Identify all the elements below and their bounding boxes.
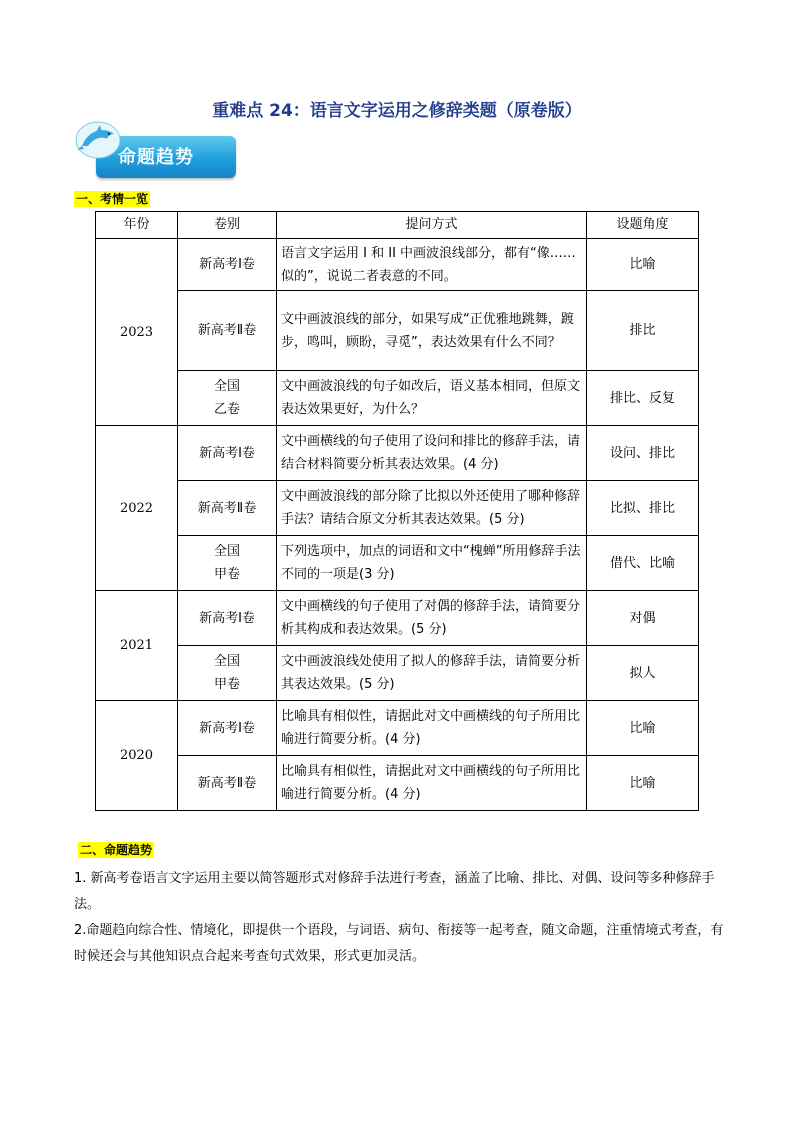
dolphin-icon (74, 120, 122, 160)
question-cell: 比喻具有相似性，请据此对文中画横线的句子所用比喻进行简要分析。(4 分) (277, 701, 587, 756)
table-row (96, 481, 699, 536)
header-paper: 卷别 (178, 212, 277, 239)
table-row (96, 426, 699, 481)
paper-cell: 新高考Ⅱ卷 (178, 756, 277, 811)
question-cell: 文中画波浪线的部分除了比拟以外还使用了哪种修辞手法？请结合原文分析其表达效果。(5 分) (277, 481, 587, 536)
header-year: 年份 (96, 212, 178, 239)
question-cell: 文中画横线的句子使用了对偶的修辞手法，请简要分析其构成和表达效果。(5 分) (277, 591, 587, 646)
banner-label: 命题趋势 (118, 147, 194, 168)
header-question: 提问方式 (277, 212, 587, 239)
angle-cell: 比喻 (587, 756, 699, 811)
year-cell: 2020 (96, 701, 178, 811)
question-cell: 下列选项中，加点的词语和文中“槐蝉”所用修辞手法不同的一项是(3 分) (277, 536, 587, 591)
paper-cell: 全国 乙卷 (178, 371, 277, 426)
question-cell: 比喻具有相似性，请据此对文中画横线的句子所用比喻进行简要分析。(4 分) (277, 756, 587, 811)
table-header-row (96, 212, 699, 239)
page-title: 重难点 24：语言文字运用之修辞类题（原卷版） (212, 101, 582, 121)
question-cell: 文中画波浪线处使用了拟人的修辞手法，请简要分析其表达效果。(5 分) (277, 646, 587, 701)
paper-cell: 新高考Ⅱ卷 (178, 481, 277, 536)
angle-cell: 比喻 (587, 701, 699, 756)
question-cell: 文中画横线的句子使用了设问和排比的修辞手法，请结合材料简要分析其表达效果。(4 分) (277, 426, 587, 481)
table-row (96, 536, 699, 591)
paper-cell: 全国 甲卷 (178, 646, 277, 701)
angle-cell: 排比 (587, 291, 699, 371)
angle-cell: 排比、反复 (587, 371, 699, 426)
table-body (96, 239, 699, 811)
angle-cell: 设问、排比 (587, 426, 699, 481)
angle-cell: 比喻 (587, 239, 699, 291)
angle-cell: 借代、比喻 (587, 536, 699, 591)
table-row (96, 756, 699, 811)
trend-paragraph-2: 2.命题趋向综合性、情境化，即提供一个语段，与词语、病句、衔接等一起考查，随文命题，注重情境式考查，有时候还会与其他知识点合起来考查句式效果，形式更加灵活。 (74, 923, 724, 964)
paper-cell: 新高考Ⅰ卷 (178, 701, 277, 756)
table-row (96, 291, 699, 371)
question-cell: 语言文字运用 I 和 II 中画波浪线部分，都有“像……似的”，说说二者表意的不同。 (277, 239, 587, 291)
paper-cell: 新高考Ⅰ卷 (178, 426, 277, 481)
paper-cell: 新高考Ⅱ卷 (178, 291, 277, 371)
table-row (96, 371, 699, 426)
paper-cell: 新高考Ⅰ卷 (178, 239, 277, 291)
table-row (96, 701, 699, 756)
angle-cell: 比拟、排比 (587, 481, 699, 536)
angle-cell: 对偶 (587, 591, 699, 646)
question-cell: 文中画波浪线的部分，如果写成“正优雅地跳舞，踱步，鸣叫，顾盼，寻觅”，表达效果有什么不同？ (277, 291, 587, 371)
question-cell: 文中画波浪线的句子如改后，语义基本相同，但原文表达效果更好，为什么？ (277, 371, 587, 426)
paper-cell: 全国 甲卷 (178, 536, 277, 591)
table-row (96, 239, 699, 291)
trend-paragraph-1: 1. 新高考卷语言文字运用主要以简答题形式对修辞手法进行考查，涵盖了比喻、排比、对偶、设问等多种修辞手法。 (74, 871, 715, 912)
year-cell: 2023 (96, 239, 178, 426)
year-cell: 2022 (96, 426, 178, 591)
table-row (96, 646, 699, 701)
angle-cell: 拟人 (587, 646, 699, 701)
banner (74, 120, 238, 182)
table-row (96, 591, 699, 646)
section2-label: 二、命题趋势 (80, 843, 153, 857)
header-angle: 设题角度 (587, 212, 699, 239)
paper-cell: 新高考Ⅰ卷 (178, 591, 277, 646)
exam-table (95, 211, 699, 811)
section1-label: 一、考情一览 (76, 192, 149, 206)
year-cell: 2021 (96, 591, 178, 701)
